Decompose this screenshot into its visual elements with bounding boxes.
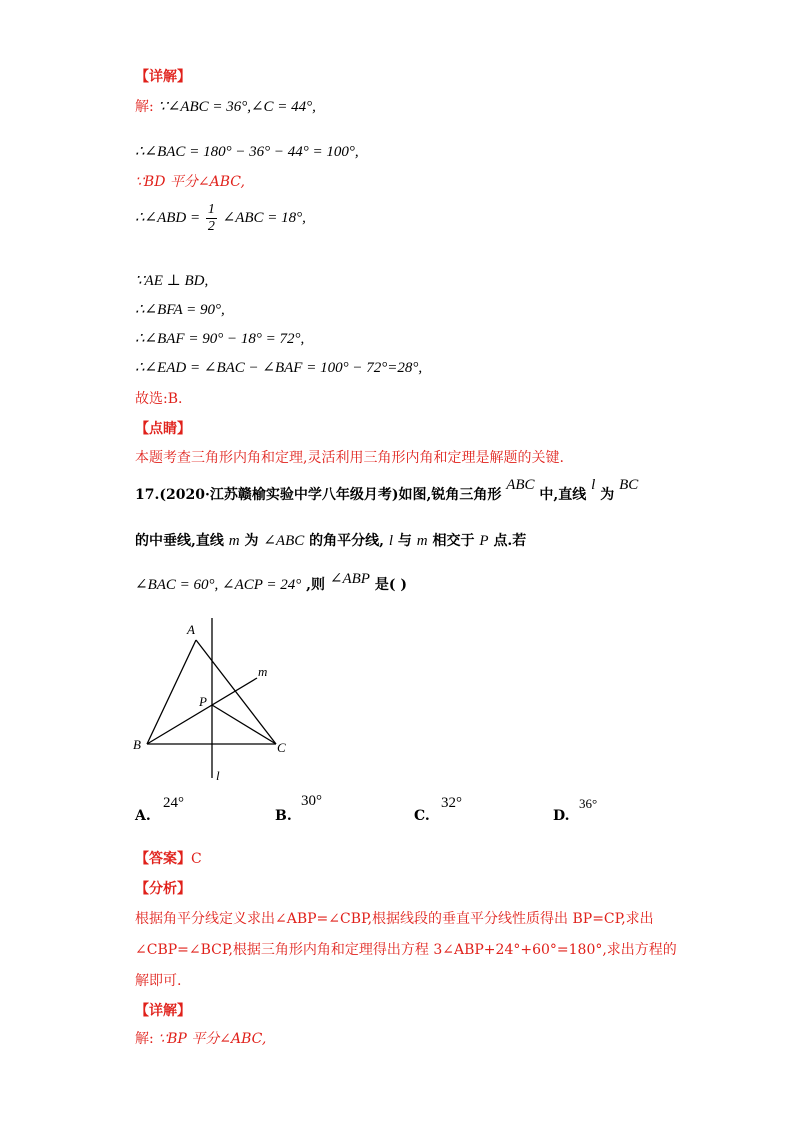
analysis-line-3: 解即可. (135, 973, 182, 989)
label-b: B (133, 737, 141, 752)
fraction-numerator: 1 (207, 202, 215, 217)
answer-value: C (191, 851, 202, 867)
option-b-label[interactable]: B. (275, 808, 292, 824)
option-d-value[interactable]: 36° (579, 796, 598, 811)
option-b-value[interactable]: 30° (301, 793, 322, 809)
answer-header: 【答案】 (135, 851, 191, 867)
detail-header-17: 【详解】 (135, 1003, 191, 1019)
question-17-line-1 (135, 477, 639, 504)
question-17-line-2 (135, 530, 526, 550)
angle-abc: ∠ABC (263, 533, 305, 549)
question-text: 与 (397, 533, 412, 549)
answer-line (135, 848, 202, 868)
question-text: 为 (600, 487, 615, 503)
segment-bc-label: BC (619, 477, 639, 493)
question-text: 为 (244, 533, 259, 549)
point-p-label: P (479, 533, 489, 549)
option-c-value[interactable]: 32° (441, 795, 462, 811)
option-a-label[interactable]: A. (135, 808, 151, 824)
option-c-label[interactable]: C. (414, 808, 430, 824)
fraction (206, 202, 217, 235)
line-l-label: l (388, 533, 394, 549)
detail-text: ∵BP 平分∠ABC, (158, 1031, 267, 1047)
label-a: A (187, 622, 195, 637)
fraction-suffix: ∠ABC = 18°, (222, 209, 306, 226)
question-text: 的中垂线,直线 (135, 533, 224, 549)
solution-prefix: 解: (135, 99, 154, 115)
analysis-header: 【分析】 (135, 881, 191, 897)
line-m (147, 678, 257, 744)
segment-pc (212, 705, 276, 744)
side-ab (147, 640, 196, 744)
comment-header: 【点睛】 (135, 421, 191, 437)
question-text: 是( ) (374, 577, 407, 593)
option-d-label[interactable]: D. (553, 808, 570, 824)
solution-line-8: ∴∠EAD = ∠BAC − ∠BAF = 100° − 72°=28°, (135, 360, 423, 376)
line-l-label: l (591, 477, 596, 493)
option-a-value[interactable]: 24° (163, 795, 184, 811)
line-m-label: m (416, 533, 428, 549)
question-text: 的角平分线, (309, 533, 384, 549)
solution-line-7: ∴∠BAF = 90° − 18° = 72°, (135, 331, 305, 347)
solution-line-1 (135, 96, 316, 116)
math-given: ∵∠ABC = 36°,∠C = 44°, (158, 99, 316, 115)
question-text: ,则 (306, 577, 326, 593)
question-17-line-3 (135, 571, 407, 594)
solution-line-6: ∴∠BFA = 90°, (135, 302, 225, 318)
detail-header: 【详解】 (135, 69, 191, 85)
analysis-line-2: ∠CBP=∠BCP,根据三角形内角和定理得出方程 3∠ABP+24°+60°=180°,求出方程的 (135, 942, 677, 958)
solution-conclusion: 故选:B. (135, 391, 183, 407)
given-angles: ∠BAC = 60°, ∠ACP = 24° (135, 577, 302, 593)
question-text: 相交于 (432, 533, 475, 549)
analysis-line-1: 根据角平分线定义求出∠ABP=∠CBP,根据线段的垂直平分线性质得出 BP=CP,求出 (135, 911, 654, 927)
triangle-figure (125, 618, 305, 790)
fraction-denominator: 2 (207, 219, 215, 234)
angle-abp: ∠ABP (329, 571, 370, 587)
label-c: C (277, 740, 286, 755)
label-l: l (216, 768, 220, 783)
solution-line-4 (135, 202, 306, 235)
solution-line-5: ∵AE ⊥ BD, (135, 273, 209, 289)
side-ac (196, 640, 276, 744)
comment-text: 本题考查三角形内角和定理,灵活利用三角形内角和定理是解题的关键. (135, 450, 564, 466)
question-text: 17.(2020·江苏赣榆实验中学八年级月考)如图,锐角三角形 (135, 487, 502, 503)
detail-line-1 (135, 1028, 266, 1048)
solution-line-2: ∴∠BAC = 180° − 36° − 44° = 100°, (135, 144, 359, 160)
solution-line-3: ∵BD 平分∠ABC, (135, 174, 245, 190)
line-m-label: m (228, 533, 240, 549)
detail-prefix: 解: (135, 1031, 154, 1047)
question-text: 中,直线 (539, 487, 587, 503)
label-p: P (199, 694, 207, 709)
triangle-name: ABC (506, 477, 535, 493)
label-m: m (258, 664, 268, 679)
fraction-prefix: ∴∠ABD = (135, 209, 201, 226)
question-text: 点.若 (493, 533, 527, 549)
